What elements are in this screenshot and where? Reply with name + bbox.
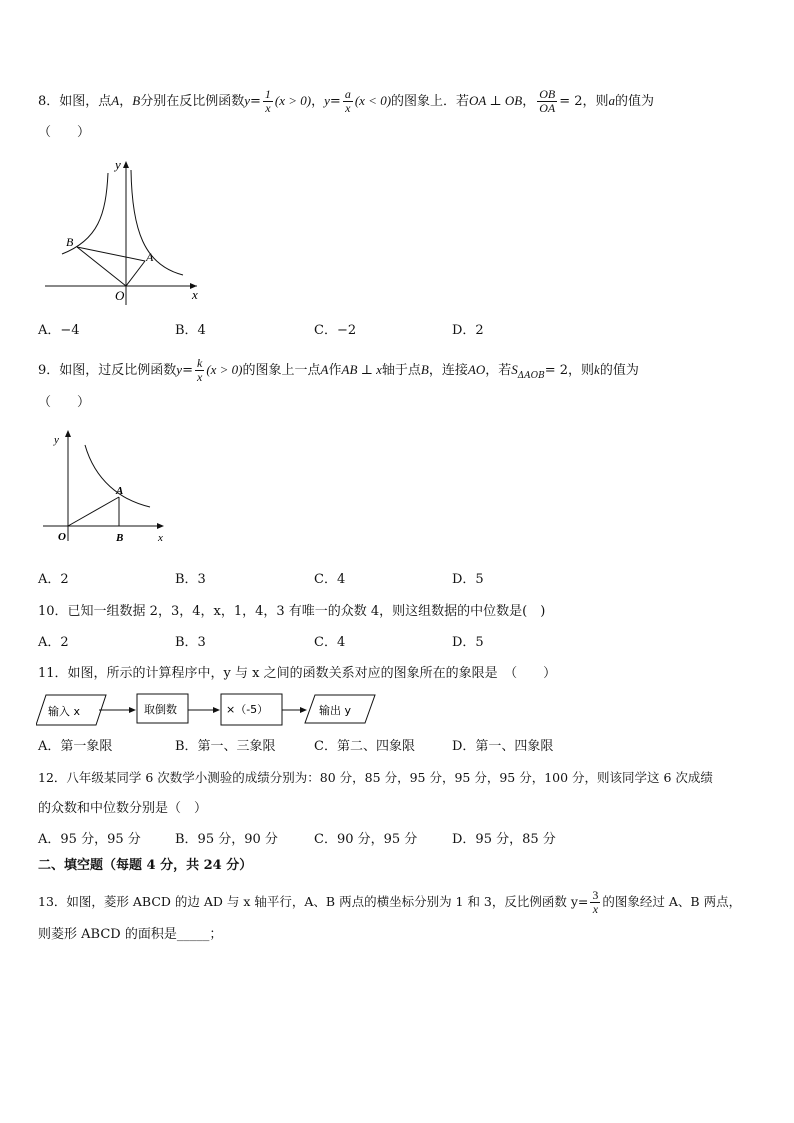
q8-y-arrow: [123, 161, 129, 168]
q9-segment-oa: [68, 497, 119, 526]
q11-flowchart: [36, 693, 386, 729]
q9-option-a[interactable]: A．2: [38, 572, 69, 587]
q13-answer-blank[interactable]: _____: [176, 927, 210, 942]
q8-origin-label: O: [115, 288, 125, 303]
q12-stem-line2: 的众数和中位数分别是（ ）: [38, 801, 208, 816]
q8-answer-paren: （ ）: [38, 125, 91, 140]
q9-answer-paren: （ ）: [38, 395, 91, 410]
q9-frac-k-over-x: $\frac{k}{x}$: [196, 356, 203, 384]
section-fill-in-title: 二、填空题（每题 4 分，共 24 分）: [38, 858, 253, 873]
q8-frac-1-over-x: $\frac{1}{x}$: [264, 87, 271, 115]
q8-frac-a-over-x: $\frac{a}{x}$: [344, 87, 351, 115]
q11-option-c[interactable]: C．第二、四象限: [314, 739, 415, 754]
q8-stem-line1: 8．如图，点A，B分别在反比例函数y= $\frac{1}{x}$ (x > 0)，y= $\frac{a}{x}$ (x < 0)的图象上．若OA ⊥ OB， $\frac{OB}{OA}$ = 2，则a的值为: [38, 87, 655, 115]
q9-option-d[interactable]: D．5: [452, 572, 484, 587]
q13-stem-line2: 则菱形 ABCD 的面积是_____；: [38, 927, 223, 942]
q12-option-b[interactable]: B．95 分，90 分: [175, 832, 278, 847]
q11-option-a[interactable]: A．第一象限: [38, 739, 113, 754]
q9-graph: [40, 425, 175, 550]
q9-point-a-label: A: [116, 485, 124, 497]
q9-option-c[interactable]: C．4: [314, 572, 346, 587]
q13-frac-3-over-x: $\frac{3}{x}$: [592, 888, 599, 916]
q8-point-b-label: B: [66, 235, 74, 249]
q11-stem: 11．如图，所示的计算程序中，y 与 x 之间的函数关系对应的图象所在的象限是 （ ）: [38, 666, 557, 681]
q11-flow-input-text: 输入 x: [48, 705, 81, 718]
q10-option-d[interactable]: D．5: [452, 635, 484, 650]
q9-y-arrow: [65, 430, 71, 437]
q11-flow-arrow-head-1: [129, 707, 136, 713]
q13-stem-line1: 13．如图，菱形 ABCD 的边 AD 与 x 轴平行，A、B 两点的横坐标分别为 1 和 3，反比例函数 y= $\frac{3}{x}$ 的图象经过 A、B 两点，: [38, 888, 742, 916]
q8-x-label: x: [192, 287, 198, 302]
q11-flow-arrow-head-3: [300, 707, 307, 713]
q9-option-b[interactable]: B．3: [175, 572, 206, 587]
q11-option-b[interactable]: B．第一、三象限: [175, 739, 276, 754]
q12-option-a[interactable]: A．95 分，95 分: [38, 832, 141, 847]
q9-stem-line1: 9．如图，过反比例函数y= $\frac{k}{x}$ (x > 0)的图象上一点A作AB ⊥ x轴于点B，连接AO，若$S_{\Delta AOB}= 2$，则k的值为: [38, 356, 639, 384]
q11-flow-multiply-text: ×（-5）: [226, 703, 269, 716]
q8-option-b[interactable]: B．4: [175, 323, 206, 338]
q8-option-a[interactable]: A．−4: [38, 323, 80, 338]
q8-point-a-label: A: [146, 250, 154, 264]
q9-point-b-label: B: [116, 532, 124, 544]
q12-option-c[interactable]: C．90 分，95 分: [314, 832, 418, 847]
q10-stem: 10．已知一组数据 2，3，4，x，1，4，3 有唯一的众数 4，则这组数据的中位数是( ): [38, 604, 546, 619]
q11-flow-reciprocal-text: 取倒数: [144, 703, 177, 716]
q11-flow-arrow-head-2: [213, 707, 220, 713]
q9-x-label: x: [158, 532, 163, 544]
q10-option-b[interactable]: B．3: [175, 635, 206, 650]
q8-segment-oa: [126, 261, 145, 286]
q10-option-c[interactable]: C．4: [314, 635, 346, 650]
q8-graph: [40, 155, 205, 310]
q8-segment-ab: [77, 247, 145, 261]
q10-option-a[interactable]: A．2: [38, 635, 69, 650]
q12-option-d[interactable]: D．95 分，85 分: [452, 832, 556, 847]
q9-x-arrow: [157, 523, 164, 529]
q12-stem-line1: 12．八年级某同学 6 次数学小测验的成绩分别为：80 分，85 分，95 分，95 分，95 分，100 分，则该同学这 6 次成绩: [38, 770, 713, 785]
q8-y-label: y: [115, 157, 121, 172]
q8-segment-ob: [77, 247, 126, 286]
q8-option-c[interactable]: C．−2: [314, 323, 357, 338]
q8-frac-ob-over-oa: $\frac{OB}{OA}$: [539, 87, 556, 115]
q8-option-d[interactable]: D．2: [452, 323, 484, 338]
q9-origin-label: O: [58, 531, 66, 543]
q9-y-label: y: [54, 434, 59, 446]
q11-option-d[interactable]: D．第一、四象限: [452, 739, 554, 754]
q11-flow-output-text: 输出 y: [319, 704, 352, 717]
